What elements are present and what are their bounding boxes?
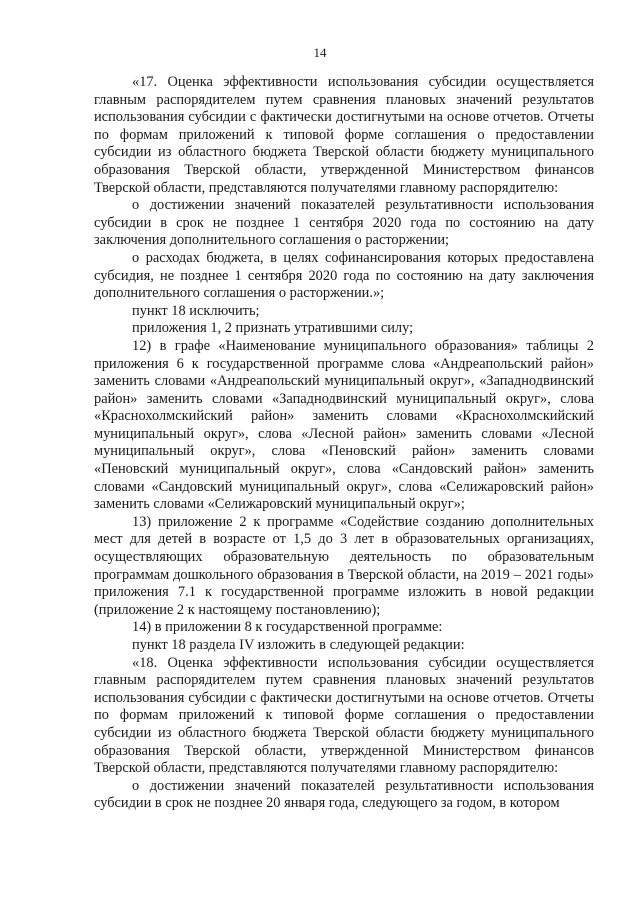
paragraph-amendment-12: 12) в графе «Наименование муниципального образования» таблицы 2 приложения 6 к государственной программе слова «Андреапольский район» заменить словами «Андреапольский муниципальный округ», «Западнодвинский район» заменить словами «Западнодвинский муниципальный округ», слова «Краснохолмскийский район» заменить словами «Краснохолмскийский муниципальный округ», слова «Лесной район» заменить словами «Лесной муниципальный округ», слова «Пеновский район» заменить словами «Пеновский муниципальный округ», слова «Сандовский район» заменить словами «Сандовский муниципальный округ», слова «Селижаровский район» заменить словами «Селижаровский муниципальный округ»; [94,337,594,513]
page-number: 14 [313,45,327,60]
paragraph-annexes-void: приложения 1, 2 признать утратившими силу; [132,320,414,337]
paragraph-results-deadline-new: о достижении значений показателей результативности использования субсидии в срок не позднее 20 января года, следующего за годом, в котором [94,777,594,812]
paragraph-expenses-deadline: о расходах бюджета, в целях софинансирования которых предоставлена субсидия, не позднее 1 сентября 2020 года по состоянию на дату заключения дополнительного соглашения о расторжении.»; [94,249,594,302]
paragraph-amendment-13: 13) приложение 2 к программе «Содействие созданию дополнительных мест для детей в возрасте от 1,5 до 3 лет в образовательных организациях, осуществляющих образовательную деятельность по образовательным программам дошкольного образования в Тверской области, на 2019 – 2021 годы» приложения 7.1 к государственной программе изложить в новой редакции (приложение 2 к настоящему постановлению); [94,513,594,618]
document-body [94,74,594,813]
paragraph-section-iv: пункт 18 раздела IV изложить в следующей редакции: [132,637,465,653]
paragraph-item-17: «17. Оценка эффективности использования субсидии осуществляется главным распорядителем путем сравнения плановых значений результатов использования субсидии с фактически достигнутыми на основе отчетов. Отчеты по формам приложений к типовой форме соглашения о предоставлении субсидии из областного бюджета Тверской области бюджету муниципального образования Тверской области, утвержденной Министерством финансов Тверской области, представляются получателями главному распорядителю: [94,74,594,196]
paragraph-item-18-exclude: пункт 18 исключить; [132,302,260,319]
paragraph-item-18-new: «18. Оценка эффективности использования субсидии осуществляется главным распорядителем путем сравнения плановых значений результатов использования субсидии с фактически достигнутыми на основе отчетов. Отчеты по формам приложений к типовой форме соглашения о предоставлении субсидии из областного бюджета Тверской области бюджету муниципального образования Тверской области, утвержденной Министерством финансов Тверской области, представляются получателями главному распорядителю: [94,654,594,777]
paragraph-results-deadline: о достижении значений показателей результативности использования субсидии в срок не позднее 1 сентября 2020 года по состоянию на дату заключения дополнительного соглашения о расторжении; [94,197,594,249]
paragraph-amendment-14: 14) в приложении 8 к государственной программе: [132,619,443,636]
